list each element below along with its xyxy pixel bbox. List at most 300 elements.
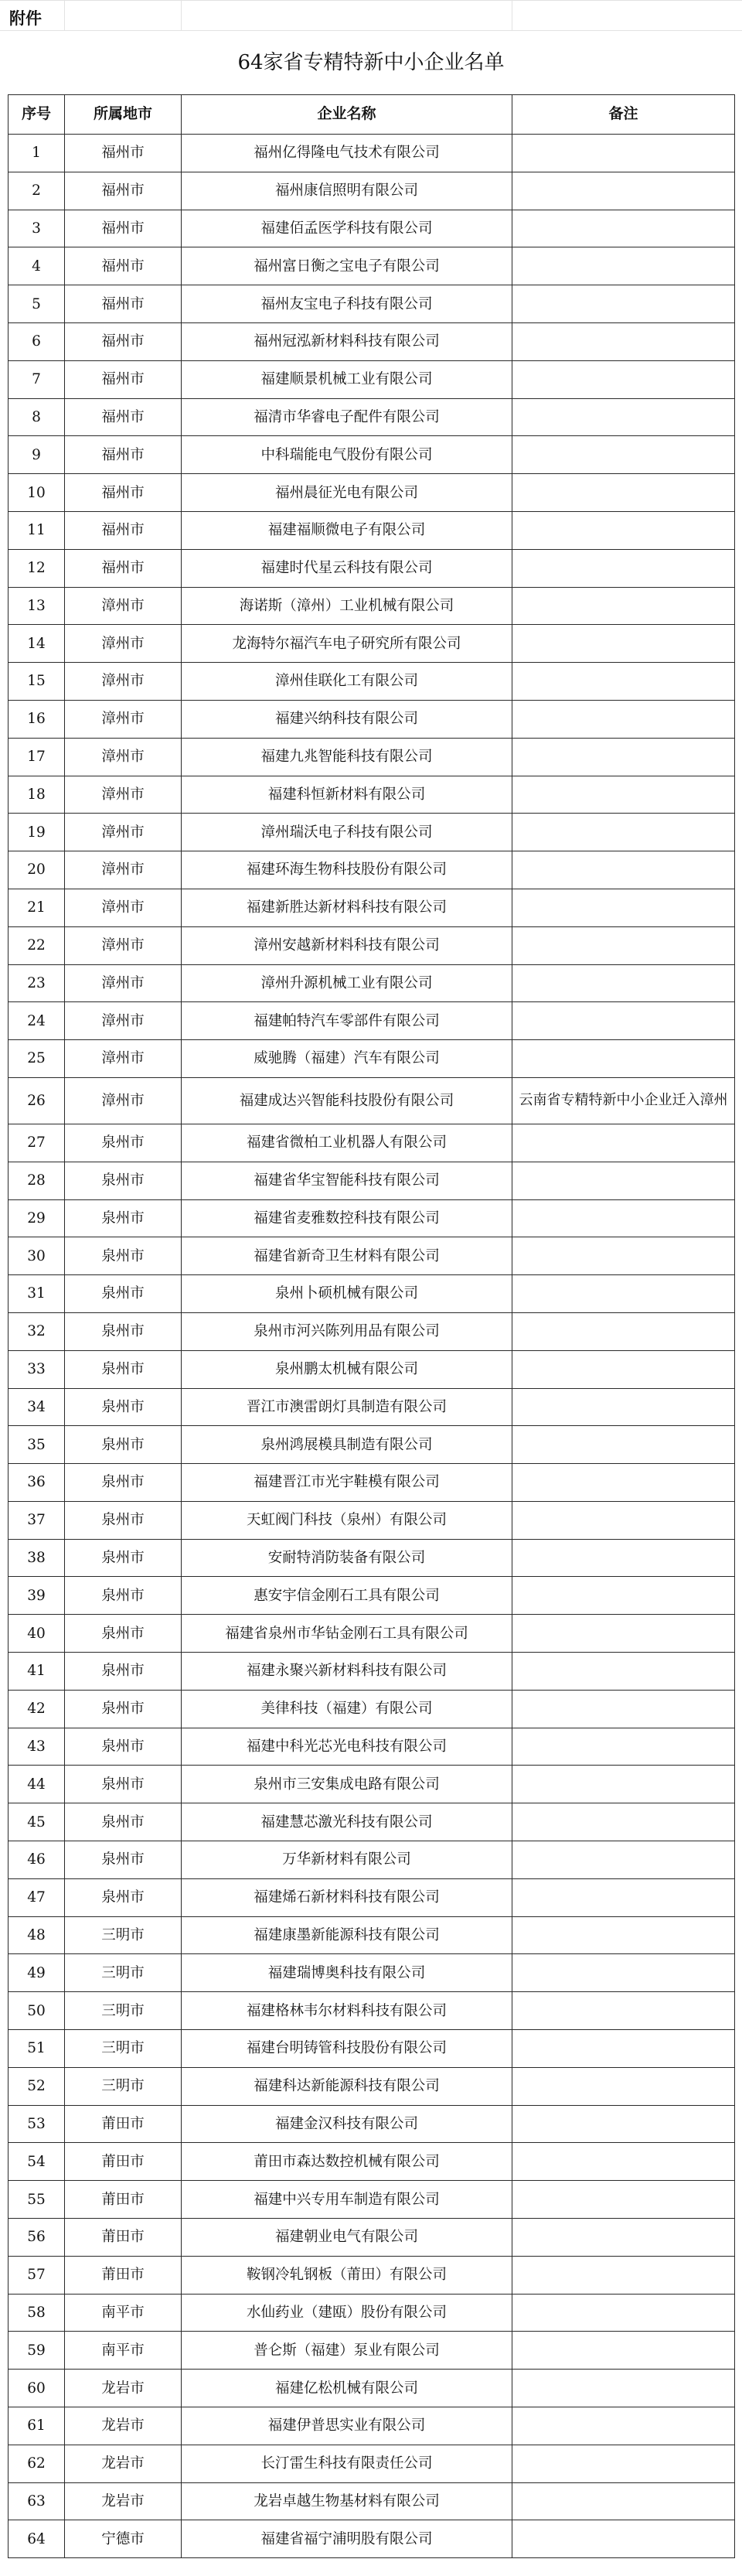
table-row xyxy=(9,2219,735,2257)
row-city: 漳州市 xyxy=(65,1040,182,1078)
row-note xyxy=(512,2105,735,2143)
row-note xyxy=(512,700,735,738)
row-number: 9 xyxy=(9,436,65,474)
row-company: 鞍钢冷轧钢板（莆田）有限公司 xyxy=(182,2256,512,2294)
table-row xyxy=(9,210,735,247)
row-note xyxy=(512,398,735,436)
row-company: 福建台明铸管科技股份有限公司 xyxy=(182,2030,512,2068)
row-number: 38 xyxy=(9,1539,65,1577)
table-row xyxy=(9,2067,735,2105)
row-number: 62 xyxy=(9,2445,65,2482)
table-row xyxy=(9,2256,735,2294)
row-note xyxy=(512,549,735,587)
table-row xyxy=(9,1766,735,1803)
row-note xyxy=(512,926,735,964)
row-number: 10 xyxy=(9,474,65,512)
row-note xyxy=(512,1464,735,1502)
row-city: 泉州市 xyxy=(65,1388,182,1426)
header-city: 所属地市 xyxy=(65,95,182,135)
row-city: 漳州市 xyxy=(65,663,182,701)
row-company: 福建兴纳科技有限公司 xyxy=(182,700,512,738)
table-row xyxy=(9,1992,735,2030)
row-number: 50 xyxy=(9,1992,65,2030)
row-city: 泉州市 xyxy=(65,1162,182,1199)
table-row xyxy=(9,926,735,964)
row-city: 宁德市 xyxy=(65,2520,182,2558)
row-note xyxy=(512,1040,735,1078)
row-note xyxy=(512,1388,735,1426)
row-city: 莆田市 xyxy=(65,2256,182,2294)
row-city: 泉州市 xyxy=(65,1690,182,1728)
row-note xyxy=(512,1653,735,1691)
row-company: 泉州市三安集成电路有限公司 xyxy=(182,1766,512,1803)
table-row xyxy=(9,1388,735,1426)
row-company: 海诺斯（漳州）工业机械有限公司 xyxy=(182,587,512,625)
row-company: 福建时代星云科技有限公司 xyxy=(182,549,512,587)
table-row xyxy=(9,1916,735,1954)
row-note xyxy=(512,814,735,851)
row-city: 漳州市 xyxy=(65,1077,182,1124)
row-city: 漳州市 xyxy=(65,776,182,814)
row-city: 莆田市 xyxy=(65,2105,182,2143)
row-city: 泉州市 xyxy=(65,1577,182,1615)
row-note xyxy=(512,1312,735,1350)
row-note xyxy=(512,360,735,398)
row-city: 漳州市 xyxy=(65,587,182,625)
row-city: 福州市 xyxy=(65,285,182,323)
row-city: 泉州市 xyxy=(65,1237,182,1275)
table-row xyxy=(9,2407,735,2445)
row-number: 54 xyxy=(9,2143,65,2181)
table-row xyxy=(9,889,735,926)
table-row xyxy=(9,1350,735,1388)
row-company: 福建科达新能源科技有限公司 xyxy=(182,2067,512,2105)
row-number: 4 xyxy=(9,247,65,285)
row-note xyxy=(512,889,735,926)
row-city: 三明市 xyxy=(65,1916,182,1954)
row-number: 28 xyxy=(9,1162,65,1199)
row-note xyxy=(512,1766,735,1803)
row-note xyxy=(512,851,735,889)
row-city: 漳州市 xyxy=(65,889,182,926)
table-row xyxy=(9,2445,735,2482)
row-number: 12 xyxy=(9,549,65,587)
table-row xyxy=(9,511,735,549)
table-row xyxy=(9,625,735,663)
row-company: 福建瑞博奥科技有限公司 xyxy=(182,1954,512,1992)
row-note xyxy=(512,1954,735,1992)
row-number: 45 xyxy=(9,1803,65,1841)
table-row xyxy=(9,285,735,323)
row-company: 泉州卜硕机械有限公司 xyxy=(182,1275,512,1313)
table-row xyxy=(9,2143,735,2181)
row-company: 福州冠泓新材料科技有限公司 xyxy=(182,322,512,360)
row-number: 15 xyxy=(9,663,65,701)
row-note xyxy=(512,587,735,625)
row-company: 美律科技（福建）有限公司 xyxy=(182,1690,512,1728)
table-row xyxy=(9,2294,735,2332)
header-note: 备注 xyxy=(512,95,735,135)
row-note xyxy=(512,1350,735,1388)
row-city: 福州市 xyxy=(65,436,182,474)
row-number: 58 xyxy=(9,2294,65,2332)
row-company: 福建顺景机械工业有限公司 xyxy=(182,360,512,398)
table-row xyxy=(9,549,735,587)
row-company: 福建省新奇卫生材料有限公司 xyxy=(182,1237,512,1275)
row-company: 晋江市澳雷朗灯具制造有限公司 xyxy=(182,1388,512,1426)
row-company: 福建伊普思实业有限公司 xyxy=(182,2407,512,2445)
row-number: 21 xyxy=(9,889,65,926)
row-city: 福州市 xyxy=(65,360,182,398)
row-company: 福建省福宁浦明股有限公司 xyxy=(182,2520,512,2558)
table-row xyxy=(9,700,735,738)
table-row xyxy=(9,851,735,889)
row-company: 天虹阀门科技（泉州）有限公司 xyxy=(182,1501,512,1539)
row-city: 龙岩市 xyxy=(65,2407,182,2445)
row-company: 福建省微柏工业机器人有限公司 xyxy=(182,1124,512,1162)
row-city: 福州市 xyxy=(65,135,182,172)
row-company: 福建中科光芯光电科技有限公司 xyxy=(182,1728,512,1766)
row-number: 64 xyxy=(9,2520,65,2558)
row-note xyxy=(512,1803,735,1841)
row-number: 46 xyxy=(9,1841,65,1879)
row-number: 3 xyxy=(9,210,65,247)
row-note xyxy=(512,2181,735,2219)
row-number: 11 xyxy=(9,511,65,549)
table-row xyxy=(9,814,735,851)
row-number: 24 xyxy=(9,1002,65,1040)
table-row xyxy=(9,738,735,776)
row-city: 泉州市 xyxy=(65,1803,182,1841)
row-note xyxy=(512,1124,735,1162)
row-city: 泉州市 xyxy=(65,1350,182,1388)
row-city: 福州市 xyxy=(65,247,182,285)
row-note xyxy=(512,2294,735,2332)
row-city: 龙岩市 xyxy=(65,2482,182,2520)
table-row xyxy=(9,2181,735,2219)
row-company: 福建科恒新材料有限公司 xyxy=(182,776,512,814)
table-row xyxy=(9,2030,735,2068)
row-note xyxy=(512,1690,735,1728)
row-city: 泉州市 xyxy=(65,1426,182,1464)
row-note xyxy=(512,1199,735,1237)
row-number: 26 xyxy=(9,1077,65,1124)
row-number: 63 xyxy=(9,2482,65,2520)
row-number: 13 xyxy=(9,587,65,625)
row-company: 福建亿松机械有限公司 xyxy=(182,2370,512,2407)
row-company: 福建烯石新材料科技有限公司 xyxy=(182,1878,512,1916)
row-city: 莆田市 xyxy=(65,2181,182,2219)
row-note xyxy=(512,2482,735,2520)
row-number: 23 xyxy=(9,964,65,1002)
row-city: 福州市 xyxy=(65,210,182,247)
row-company: 福建格林韦尔材料科技有限公司 xyxy=(182,1992,512,2030)
row-company: 福州晨征光电有限公司 xyxy=(182,474,512,512)
row-city: 福州市 xyxy=(65,398,182,436)
row-note xyxy=(512,2030,735,2068)
row-number: 51 xyxy=(9,2030,65,2068)
table-row xyxy=(9,172,735,210)
row-number: 6 xyxy=(9,322,65,360)
table-row xyxy=(9,1577,735,1615)
table-row xyxy=(9,2370,735,2407)
row-note xyxy=(512,135,735,172)
row-note xyxy=(512,2370,735,2407)
table-row xyxy=(9,1690,735,1728)
row-city: 泉州市 xyxy=(65,1501,182,1539)
row-company: 福建朝业电气有限公司 xyxy=(182,2219,512,2257)
row-number: 59 xyxy=(9,2332,65,2370)
row-company: 威驰腾（福建）汽车有限公司 xyxy=(182,1040,512,1078)
row-note xyxy=(512,247,735,285)
table-row xyxy=(9,1464,735,1502)
row-company: 福建康墨新能源科技有限公司 xyxy=(182,1916,512,1954)
table-row xyxy=(9,436,735,474)
row-company: 万华新材料有限公司 xyxy=(182,1841,512,1879)
row-number: 35 xyxy=(9,1426,65,1464)
row-note xyxy=(512,776,735,814)
table-row xyxy=(9,1426,735,1464)
row-city: 泉州市 xyxy=(65,1878,182,1916)
row-note xyxy=(512,1002,735,1040)
table-row xyxy=(9,587,735,625)
table-row xyxy=(9,1077,735,1124)
row-note xyxy=(512,2256,735,2294)
row-note xyxy=(512,1501,735,1539)
row-number: 2 xyxy=(9,172,65,210)
enterprise-table xyxy=(8,94,735,2558)
row-number: 48 xyxy=(9,1916,65,1954)
row-company: 福建中兴专用车制造有限公司 xyxy=(182,2181,512,2219)
table-row xyxy=(9,1275,735,1313)
row-number: 5 xyxy=(9,285,65,323)
table-row xyxy=(9,663,735,701)
row-city: 泉州市 xyxy=(65,1464,182,1502)
row-number: 37 xyxy=(9,1501,65,1539)
row-note xyxy=(512,2520,735,2558)
table-row xyxy=(9,1615,735,1653)
row-city: 泉州市 xyxy=(65,1615,182,1653)
row-city: 龙岩市 xyxy=(65,2370,182,2407)
row-note xyxy=(512,172,735,210)
table-row xyxy=(9,1841,735,1879)
row-note xyxy=(512,2143,735,2181)
table-row xyxy=(9,474,735,512)
row-number: 18 xyxy=(9,776,65,814)
row-city: 泉州市 xyxy=(65,1766,182,1803)
attachment-label: 附件 xyxy=(9,9,42,28)
row-company: 福建新胜达新材料科技有限公司 xyxy=(182,889,512,926)
row-note xyxy=(512,663,735,701)
table-row xyxy=(9,2332,735,2370)
row-note xyxy=(512,210,735,247)
table-row xyxy=(9,360,735,398)
row-company: 龙海特尔福汽车电子研究所有限公司 xyxy=(182,625,512,663)
row-note xyxy=(512,1728,735,1766)
row-note xyxy=(512,1539,735,1577)
row-note xyxy=(512,474,735,512)
header-grid-lines xyxy=(0,0,742,31)
row-company: 漳州安越新材料科技有限公司 xyxy=(182,926,512,964)
row-company: 福建九兆智能科技有限公司 xyxy=(182,738,512,776)
row-city: 漳州市 xyxy=(65,964,182,1002)
row-company: 福建佰孟医学科技有限公司 xyxy=(182,210,512,247)
row-number: 61 xyxy=(9,2407,65,2445)
row-city: 漳州市 xyxy=(65,738,182,776)
row-company: 福建省华宝智能科技有限公司 xyxy=(182,1162,512,1199)
row-note xyxy=(512,322,735,360)
row-company: 福建成达兴智能科技股份有限公司 xyxy=(182,1077,512,1124)
row-city: 龙岩市 xyxy=(65,2445,182,2482)
row-note xyxy=(512,2332,735,2370)
row-note xyxy=(512,2219,735,2257)
row-city: 泉州市 xyxy=(65,1275,182,1313)
table-row xyxy=(9,1312,735,1350)
row-number: 33 xyxy=(9,1350,65,1388)
row-city: 漳州市 xyxy=(65,625,182,663)
row-note xyxy=(512,1275,735,1313)
row-note xyxy=(512,1237,735,1275)
row-number: 20 xyxy=(9,851,65,889)
row-number: 52 xyxy=(9,2067,65,2105)
row-city: 泉州市 xyxy=(65,1728,182,1766)
row-note xyxy=(512,2067,735,2105)
row-city: 漳州市 xyxy=(65,814,182,851)
table-row xyxy=(9,1237,735,1275)
row-number: 31 xyxy=(9,1275,65,1313)
row-company: 莆田市森达数控机械有限公司 xyxy=(182,2143,512,2181)
row-company: 福建省泉州市华钻金刚石工具有限公司 xyxy=(182,1615,512,1653)
row-number: 41 xyxy=(9,1653,65,1691)
row-note xyxy=(512,436,735,474)
row-city: 泉州市 xyxy=(65,1124,182,1162)
row-number: 56 xyxy=(9,2219,65,2257)
row-company: 福州友宝电子科技有限公司 xyxy=(182,285,512,323)
row-note xyxy=(512,738,735,776)
row-number: 14 xyxy=(9,625,65,663)
row-company: 福建省麦雅数控科技有限公司 xyxy=(182,1199,512,1237)
row-company: 福建帕特汽车零部件有限公司 xyxy=(182,1002,512,1040)
table-row xyxy=(9,2105,735,2143)
row-city: 漳州市 xyxy=(65,1002,182,1040)
row-company: 福建晋江市光宇鞋模有限公司 xyxy=(182,1464,512,1502)
table-row xyxy=(9,1878,735,1916)
row-city: 漳州市 xyxy=(65,926,182,964)
row-city: 莆田市 xyxy=(65,2219,182,2257)
row-city: 三明市 xyxy=(65,2030,182,2068)
table-row xyxy=(9,1124,735,1162)
row-number: 22 xyxy=(9,926,65,964)
row-number: 27 xyxy=(9,1124,65,1162)
row-city: 三明市 xyxy=(65,1954,182,1992)
row-note xyxy=(512,285,735,323)
table-row xyxy=(9,1954,735,1992)
row-note xyxy=(512,2445,735,2482)
row-company: 安耐特消防装备有限公司 xyxy=(182,1539,512,1577)
row-city: 泉州市 xyxy=(65,1539,182,1577)
row-number: 53 xyxy=(9,2105,65,2143)
row-company: 福州亿得隆电气技术有限公司 xyxy=(182,135,512,172)
table-row xyxy=(9,776,735,814)
row-number: 19 xyxy=(9,814,65,851)
row-note xyxy=(512,1426,735,1464)
table-row xyxy=(9,2520,735,2558)
row-company: 泉州市河兴陈列用品有限公司 xyxy=(182,1312,512,1350)
table-row xyxy=(9,322,735,360)
row-number: 16 xyxy=(9,700,65,738)
table-row xyxy=(9,247,735,285)
row-city: 南平市 xyxy=(65,2294,182,2332)
document-title: 64家省专精特新中小企业名单 xyxy=(237,51,505,74)
table-header-row xyxy=(9,95,735,135)
row-company: 漳州瑞沃电子科技有限公司 xyxy=(182,814,512,851)
row-city: 福州市 xyxy=(65,474,182,512)
table-row xyxy=(9,1501,735,1539)
row-city: 福州市 xyxy=(65,322,182,360)
row-company: 泉州鹏太机械有限公司 xyxy=(182,1350,512,1388)
row-city: 三明市 xyxy=(65,2067,182,2105)
row-number: 17 xyxy=(9,738,65,776)
row-city: 泉州市 xyxy=(65,1312,182,1350)
row-note: 云南省专精特新中小企业迁入漳州 xyxy=(512,1077,735,1124)
row-city: 福州市 xyxy=(65,172,182,210)
row-city: 泉州市 xyxy=(65,1841,182,1879)
row-note xyxy=(512,1878,735,1916)
table-row xyxy=(9,1002,735,1040)
row-city: 三明市 xyxy=(65,1992,182,2030)
table-row xyxy=(9,1803,735,1841)
row-company: 福州康信照明有限公司 xyxy=(182,172,512,210)
row-number: 7 xyxy=(9,360,65,398)
row-number: 39 xyxy=(9,1577,65,1615)
row-note xyxy=(512,964,735,1002)
row-note xyxy=(512,1992,735,2030)
row-note xyxy=(512,1615,735,1653)
row-number: 32 xyxy=(9,1312,65,1350)
row-number: 30 xyxy=(9,1237,65,1275)
row-number: 42 xyxy=(9,1690,65,1728)
row-company: 福建金汉科技有限公司 xyxy=(182,2105,512,2143)
row-note xyxy=(512,2407,735,2445)
row-city: 南平市 xyxy=(65,2332,182,2370)
row-number: 25 xyxy=(9,1040,65,1078)
row-company: 中科瑞能电气股份有限公司 xyxy=(182,436,512,474)
row-city: 莆田市 xyxy=(65,2143,182,2181)
row-number: 36 xyxy=(9,1464,65,1502)
row-city: 福州市 xyxy=(65,511,182,549)
row-city: 漳州市 xyxy=(65,851,182,889)
row-company: 福清市华睿电子配件有限公司 xyxy=(182,398,512,436)
row-company: 福建福顺微电子有限公司 xyxy=(182,511,512,549)
table-row xyxy=(9,1539,735,1577)
row-company: 福建永聚兴新材料科技有限公司 xyxy=(182,1653,512,1691)
row-company: 龙岩卓越生物基材料有限公司 xyxy=(182,2482,512,2520)
row-note xyxy=(512,1162,735,1199)
header-number: 序号 xyxy=(9,95,65,135)
row-company: 福建慧芯激光科技有限公司 xyxy=(182,1803,512,1841)
row-company: 福州富日衡之宝电子有限公司 xyxy=(182,247,512,285)
row-number: 34 xyxy=(9,1388,65,1426)
row-number: 44 xyxy=(9,1766,65,1803)
table-row xyxy=(9,964,735,1002)
row-number: 43 xyxy=(9,1728,65,1766)
row-note xyxy=(512,1916,735,1954)
row-note xyxy=(512,511,735,549)
row-company: 漳州升源机械工业有限公司 xyxy=(182,964,512,1002)
row-note xyxy=(512,1577,735,1615)
row-company: 泉州鸿展模具制造有限公司 xyxy=(182,1426,512,1464)
row-number: 40 xyxy=(9,1615,65,1653)
